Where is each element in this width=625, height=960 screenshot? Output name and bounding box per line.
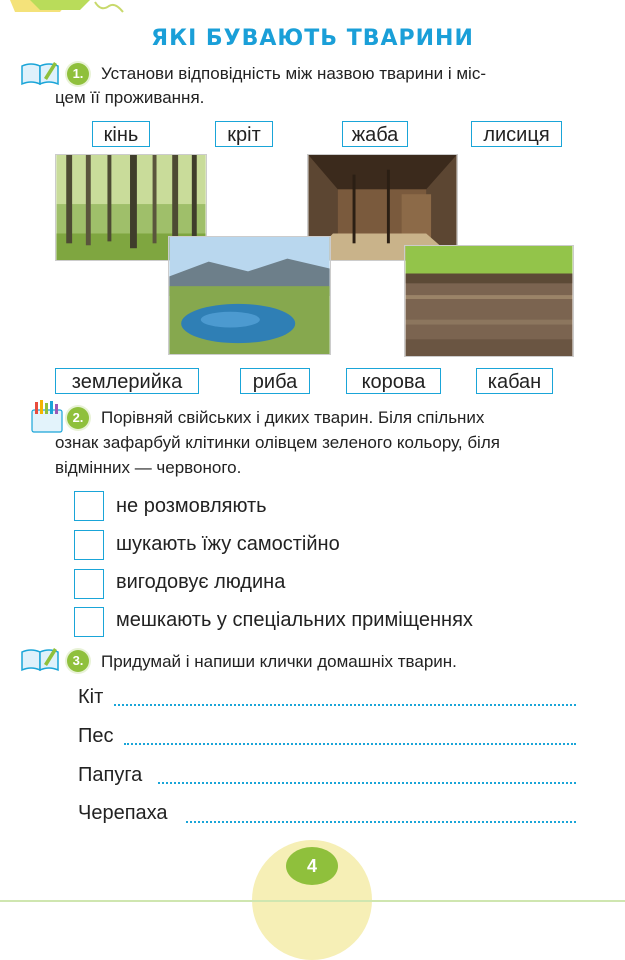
pet-label: Пес	[78, 725, 114, 747]
header-decoration	[0, 0, 160, 22]
option-label: вигодовує людина	[116, 571, 286, 593]
answer-line[interactable]	[158, 782, 576, 784]
page-title: ЯКІ БУВАЮТЬ ТВАРИНИ	[151, 26, 474, 51]
option-label: шукають їжу самостійно	[116, 533, 340, 555]
answer-line[interactable]	[186, 821, 576, 823]
option-label: мешкають у спеціальних приміщеннях	[116, 609, 473, 631]
colored-pencils-icon	[30, 400, 66, 434]
task-number-badge: 3.	[67, 650, 89, 672]
answer-checkbox[interactable]	[74, 569, 104, 599]
open-book-pencil-icon	[20, 646, 60, 672]
word-box: кріт	[215, 121, 273, 147]
task2-text-line: Порівняй свійських і диких тварин. Біля спільних	[101, 408, 485, 427]
pet-label: Кіт	[78, 686, 104, 708]
task-number-badge: 2.	[67, 407, 89, 429]
soil-photo	[404, 245, 574, 357]
word-box: кінь	[92, 121, 150, 147]
pet-label: Черепаха	[78, 802, 168, 824]
mountain-lake-photo	[168, 236, 331, 355]
task3-text: Придумай і напиши клички домашніх тварин.	[101, 652, 457, 671]
task1-text	[101, 62, 601, 85]
word-box: землерийка	[55, 368, 199, 394]
word-box: кабан	[476, 368, 553, 394]
option-label: не розмовляють	[116, 495, 267, 517]
task1-text-line: Установи відповідність між назвою тварини і міс-	[101, 64, 486, 83]
word-box: жаба	[342, 121, 408, 147]
task2-text-line: ознак зафарбуй клітинки олівцем зеленого кольору, біля	[55, 433, 500, 452]
pet-label: Папуга	[78, 764, 143, 786]
word-box: риба	[240, 368, 310, 394]
word-box: корова	[346, 368, 441, 394]
answer-checkbox[interactable]	[74, 607, 104, 637]
answer-line[interactable]	[114, 704, 576, 706]
task-number-badge: 1.	[67, 63, 89, 85]
word-box: лисиця	[471, 121, 562, 147]
task2-text-line: відмінних — червоного.	[55, 458, 242, 477]
page-number: 4	[286, 847, 338, 885]
answer-line[interactable]	[124, 743, 576, 745]
task1-text-line: цем її проживання.	[55, 88, 205, 107]
open-book-pencil-icon	[20, 60, 60, 86]
answer-checkbox[interactable]	[74, 491, 104, 521]
answer-checkbox[interactable]	[74, 530, 104, 560]
